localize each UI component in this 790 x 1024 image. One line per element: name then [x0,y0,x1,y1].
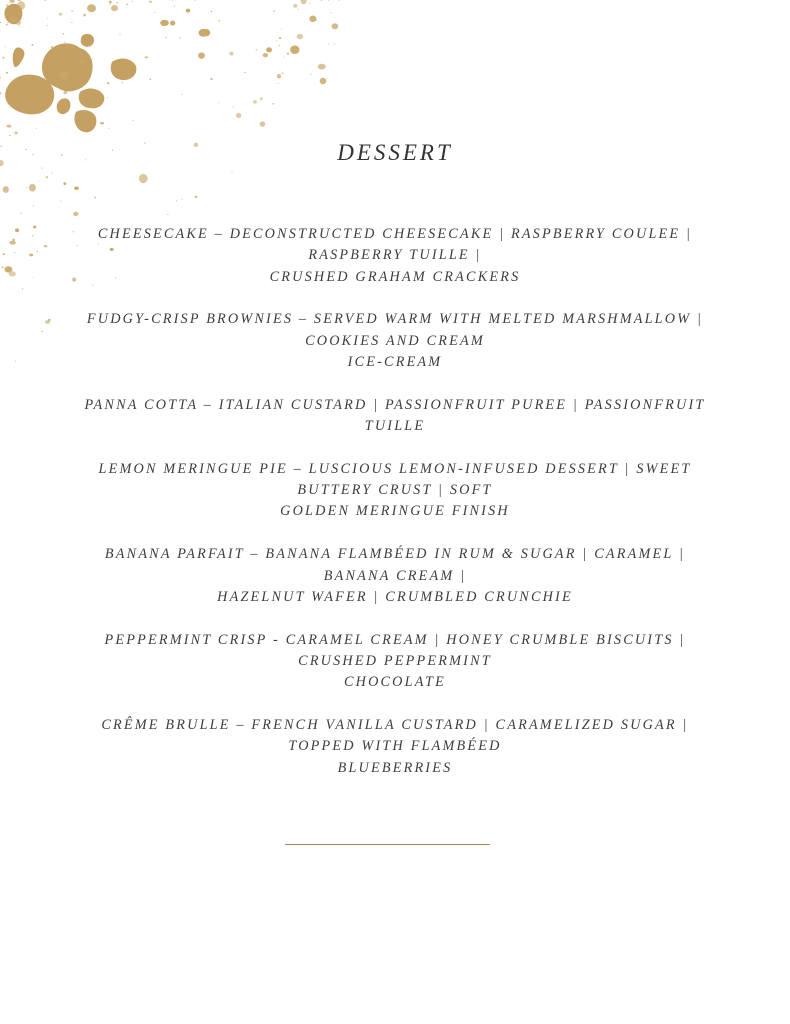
menu-item-line: PEPPERMINT CRISP - CARAMEL CREAM | HONEY CRUMBLE BISCUITS | [104,631,686,648]
divider-line [285,844,490,845]
menu-item-line: CRUSHED GRAHAM CRACKERS [269,268,521,285]
menu-item-peppermint-crisp [55,630,735,694]
menu-item-line: BANANA PARFAIT – BANANA FLAMBÉED IN RUM & SUGAR | CARAMEL | [104,546,686,563]
menu-item-line: GOLDEN MERINGUE FINISH [280,503,510,520]
menu-item-creme-brulle [55,715,735,779]
menu-items [55,224,735,800]
menu-item-line: CRUSHED PEPPERMINT [298,652,492,669]
menu-item-cheesecake [55,224,735,288]
menu-item-line: CHEESECAKE – DECONSTRUCTED CHEESECAKE | RASPBERRY COULEE | [97,226,693,242]
menu-item-line: BANANA CREAM | [323,567,467,584]
menu-item-line: RASPBERRY TUILLE | [308,247,482,264]
menu-item-line: COOKIES AND CREAM [305,332,485,349]
menu-item-line: CHOCOLATE [343,674,447,691]
menu-item-line: HAZELNUT WAFER | CRUMBLED CRUNCHIE [217,588,573,605]
menu-item-line: BLUEBERRIES [337,759,453,776]
menu-item-line: BUTTERY CRUST | SOFT [297,482,493,499]
menu-item-line: ICE-CREAM [347,353,443,370]
menu-item-line: LEMON MERINGUE PIE – LUSCIOUS LEMON-INFUSED DESSERT | SWEET [98,460,692,477]
menu-item-brownies [55,309,735,373]
menu-item-banana-parfait [55,544,735,608]
menu-item-line: PANNA COTTA – ITALIAN CUSTARD | PASSIONFRUIT PUREE | PASSIONFRUIT [84,396,706,413]
menu-item-line: TOPPED WITH FLAMBÉED [288,738,502,755]
menu-item-lemon-meringue-pie [55,459,735,523]
menu-title: DESSERT [337,140,453,165]
menu-item-line: CRÊME BRULLE – FRENCH VANILLA CUSTARD | CARAMELIZED SUGAR | [101,717,689,734]
menu-item-panna-cotta [55,395,735,438]
menu-item-line: TUILLE [364,418,426,435]
menu-item-line: FUDGY-CRISP BROWNIES – SERVED WARM WITH MELTED MARSHMALLOW | [86,311,704,328]
